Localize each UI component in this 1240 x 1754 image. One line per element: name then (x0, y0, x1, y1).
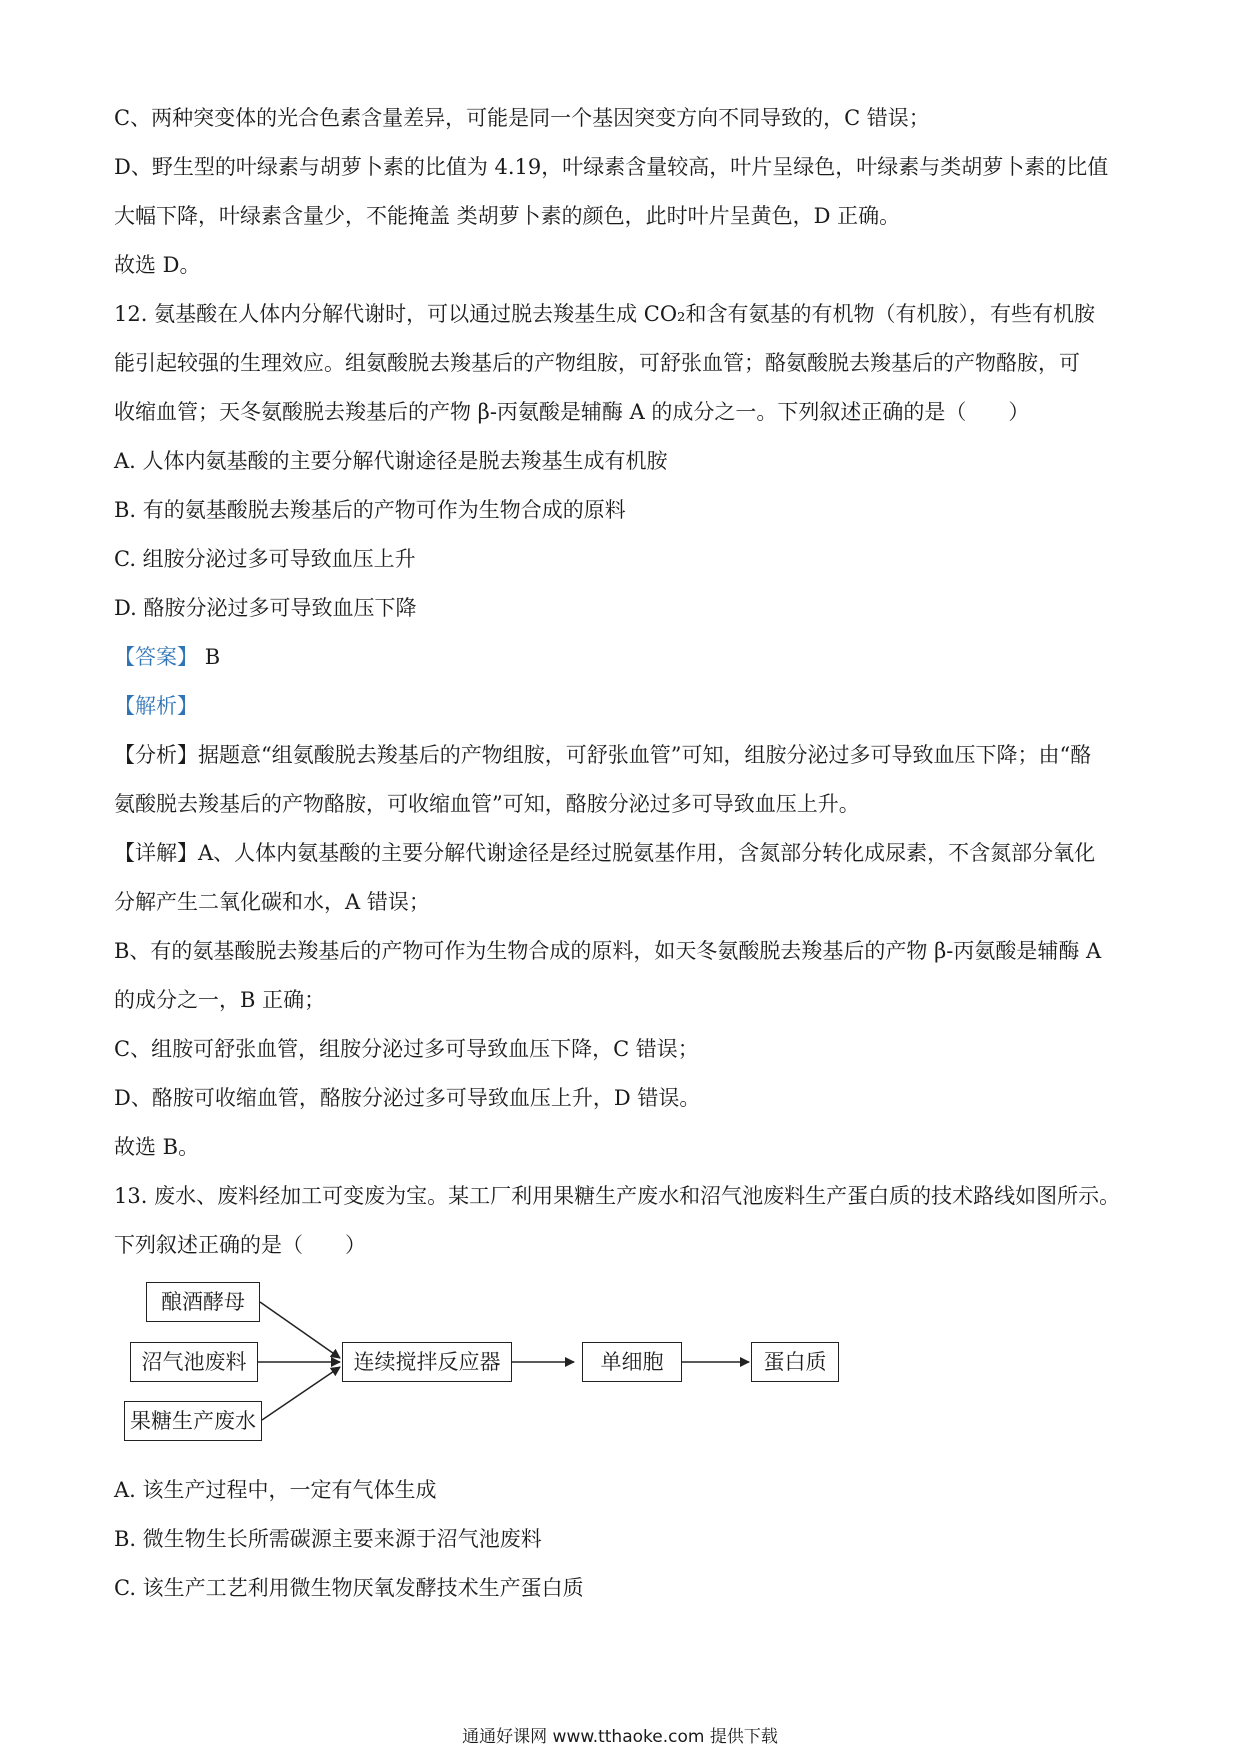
option-c: C. 该生产工艺利用微生物厌氧发酵技术生产蛋白质 (114, 1576, 584, 1600)
question-12-stem: 能引起较强的生理效应。组氨酸脱去羧基后的产物组胺，可舒张血管；酪氨酸脱去羧基后的产物酪胺，可 (114, 351, 1080, 375)
question-13-stem: 13. 废水、废料经加工可变废为宝。某工厂利用果糖生产废水和沼气池废料生产蛋白质的技术路线如图所示。 (114, 1184, 1121, 1208)
page-footer: 通通好课网 www.tthaoke.com 提供下载 (462, 1727, 778, 1747)
analysis-text: 【分析】据题意“组氨酸脱去羧基后的产物组胺，可舒张血管”可知，组胺分泌过多可导致血压下降；由“酪 (114, 743, 1092, 767)
answer-line (114, 643, 220, 671)
question-13-stem: 下列叙述正确的是（ ） (114, 1233, 366, 1257)
detail-text: C、组胺可舒张血管，组胺分泌过多可导致血压下降，C 错误； (114, 1037, 699, 1061)
detail-text: 故选 B。 (114, 1135, 200, 1159)
single-cell-box: 单细胞 (582, 1342, 682, 1382)
detail-text: 【详解】A、人体内氨基酸的主要分解代谢途径是经过脱氨基作用，含氮部分转化成尿素，不含氮部分氧化 (114, 841, 1096, 865)
input-box-biogas-waste: 沼气池废料 (130, 1342, 258, 1382)
process-flow-diagram (114, 1270, 874, 1460)
analysis-text: 氨酸脱去羧基后的产物酪胺，可收缩血管”可知，酪胺分泌过多可导致血压上升。 (114, 792, 860, 816)
arrow-yeast-to-reactor (260, 1302, 340, 1358)
analysis-label: 【解析】 (114, 694, 198, 718)
option-b: B. 有的氨基酸脱去羧基后的产物可作为生物合成的原料 (114, 498, 626, 522)
text-line: 故选 D。 (114, 253, 201, 277)
option-a: A. 该生产过程中，一定有气体生成 (114, 1478, 437, 1502)
answer-value: B (204, 645, 221, 669)
arrow-wastewater-to-reactor (262, 1367, 340, 1420)
reactor-box: 连续搅拌反应器 (342, 1342, 512, 1382)
answer-label: 【答案】 (114, 645, 198, 669)
question-12-stem: 12. 氨基酸在人体内分解代谢时，可以通过脱去羧基生成 CO₂和含有氨基的有机物（有机胺），有些有机胺 (114, 302, 1095, 326)
text-line: C、两种突变体的光合色素含量差异，可能是同一个基因突变方向不同导致的，C 错误； (114, 106, 930, 130)
detail-text: 的成分之一，B 正确； (114, 988, 326, 1012)
option-a: A. 人体内氨基酸的主要分解代谢途径是脱去羧基生成有机胺 (114, 449, 668, 473)
input-box-fructose-wastewater: 果糖生产废水 (124, 1401, 262, 1441)
text-line: D、野生型的叶绿素与胡萝卜素的比值为 4.19，叶绿素含量较高，叶片呈绿色，叶绿素与类胡萝卜素的比值 (114, 155, 1109, 179)
question-12-stem: 收缩血管；天冬氨酸脱去羧基后的产物 β-丙氨酸是辅酶 A 的成分之一。下列叙述正确的是（ ） (114, 400, 1030, 424)
detail-text: D、酪胺可收缩血管，酪胺分泌过多可导致血压上升，D 错误。 (114, 1086, 701, 1110)
input-box-yeast: 酿酒酵母 (146, 1282, 260, 1322)
detail-text: B、有的氨基酸脱去羧基后的产物可作为生物合成的原料，如天冬氨酸脱去羧基后的产物 β-丙氨酸是辅酶 A (114, 939, 1102, 963)
option-c: C. 组胺分泌过多可导致血压上升 (114, 547, 416, 571)
detail-text: 分解产生二氧化碳和水，A 错误； (114, 890, 430, 914)
protein-box: 蛋白质 (751, 1342, 839, 1382)
text-line: 大幅下降，叶绿素含量少，不能掩盖 类胡萝卜素的颜色，此时叶片呈黄色，D 正确。 (114, 204, 901, 228)
option-b: B. 微生物生长所需碳源主要来源于沼气池废料 (114, 1527, 542, 1551)
option-d: D. 酪胺分泌过多可导致血压下降 (114, 596, 417, 620)
